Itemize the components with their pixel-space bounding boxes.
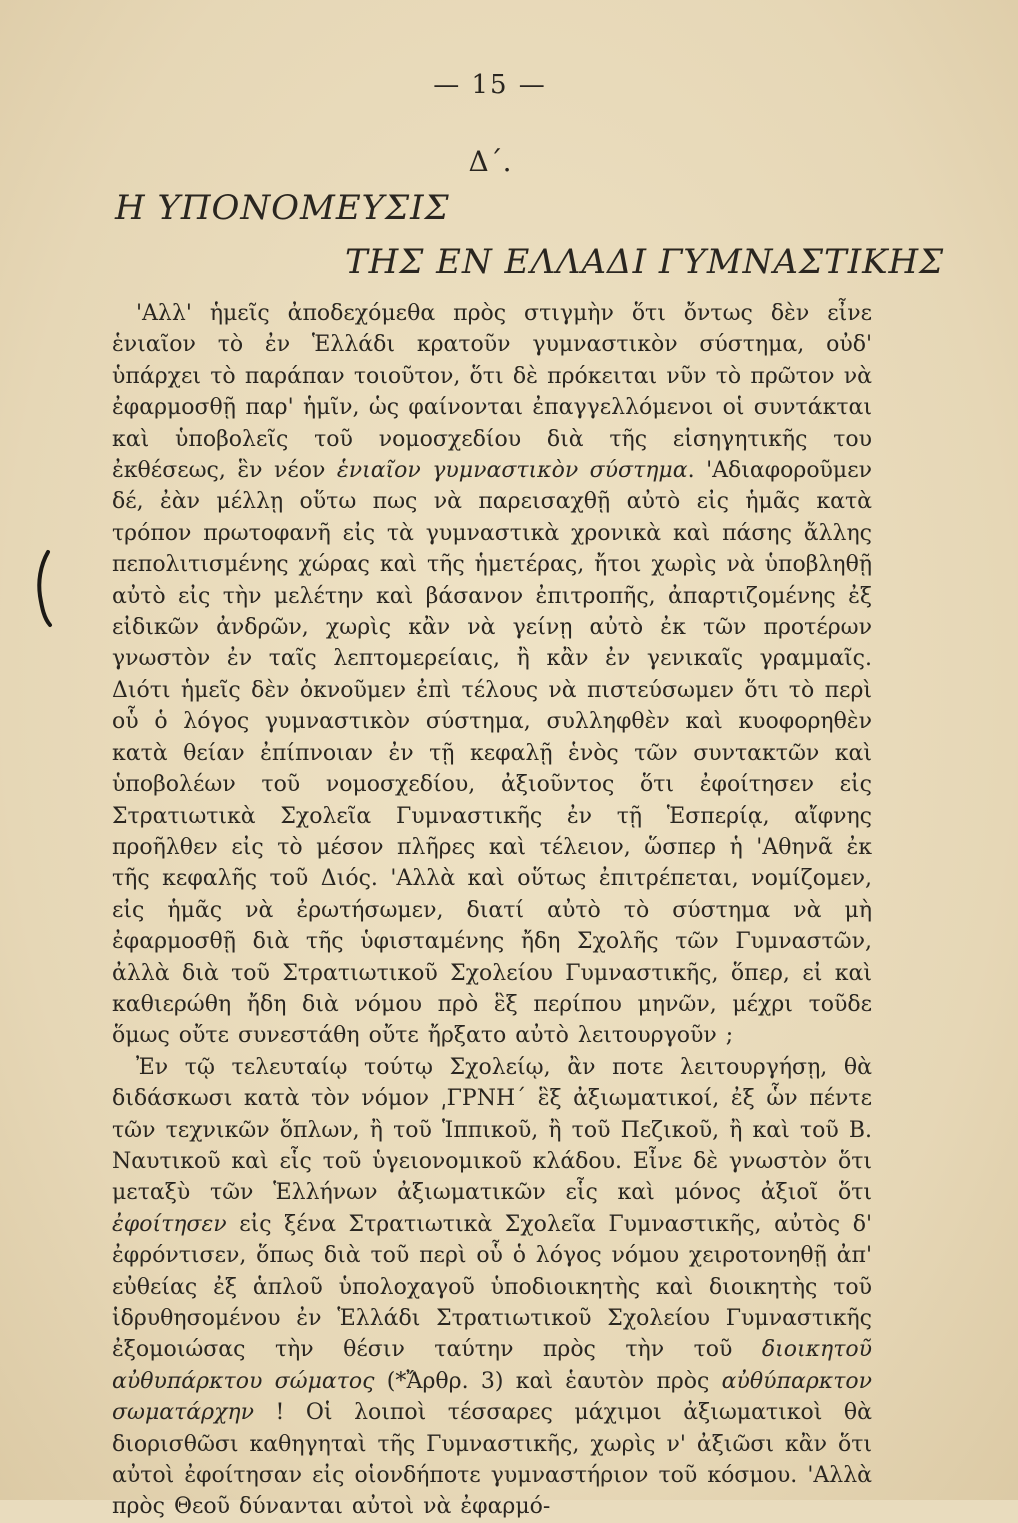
paragraph-2-text: Ἐν τῷ τελευταίῳ τούτῳ Σχολείῳ, ἂν ποτε λειτουργήσῃ, θὰ διδάσκωσι κατὰ τὸν νόμον ͵ΓΡΝΗ΄ ἓξ ἀξιωματικοί, ἐξ ὧν πέντε τῶν τεχνικῶν ὅπλων, ἢ τοῦ Ἱππικοῦ, ἢ τοῦ Πεζικοῦ, ἢ καὶ τοῦ Β. Ναυτικοῦ καὶ εἷς τοῦ ὑγειονομικοῦ κλάδου. Εἶνε δὲ γνωστὸν ὅτι μεταξὺ τῶν Ἑλλήνων ἀξιωματικῶν εἷς καὶ μόνος ἀξιοῖ ὅτι [112, 1054, 872, 1206]
paragraph-2-text-continued-3: ! Οἱ λοιποὶ τέσσαρες μάχιμοι ἀξιωματικοὶ θὰ διορισθῶσι καθηγηταὶ τῆς Γυμναστικῆς, χωρὶς ν' ἀξιῶσι κἂν ὅτι αὐτοὶ ἐφοίτησαν εἰς οἱονδήποτε γυμναστήριον τοῦ κόσμου. 'Αλλὰ πρὸς Θεοῦ δύνανται αὐτοὶ νὰ ἐφαρμό- [112, 1400, 872, 1520]
section-number: Δ΄. [468, 145, 512, 178]
main-text [112, 298, 872, 1523]
paragraph-1 [112, 298, 872, 1052]
paragraph-2-emphasis-2: διοικητοῦ αὐθυπάρκτου σώματος [112, 1337, 872, 1394]
chapter-title-line-1: Η ΥΠΟΝΟΜΕΥΣΙΣ [115, 188, 450, 228]
page-number: — 15 — [433, 70, 547, 100]
handwritten-margin-mark [28, 548, 58, 628]
paragraph-1-text-continued: . 'Αδιαφοροῦμεν δέ, ἐὰν μέλλῃ οὕτω πως νὰ παρεισαχθῇ αὐτὸ εἰς ἡμᾶς κατὰ τρόπον πρωτοφανῆ εἰς τὰ γυμναστικὰ χρονικὰ καὶ πάσης ἄλλης πεπολιτισμένης χώρας καὶ τῆς ἡμετέρας, ἤτοι χωρὶς νὰ ὑποβληθῇ αὐτὸ εἰς τὴν μελέτην καὶ βάσανον ἐπιτροπῆς, ἀπαρτιζομένης ἐξ εἰδικῶν ἀνδρῶν, χωρὶς κἂν νὰ γείνῃ αὐτὸ ἐκ τῶν προτέρων γνωστὸν ἐν ταῖς λεπτομερείαις, ἢ κἂν ἐν γενικαῖς γραμμαῖς. Διότι ἡμεῖς δὲν ὀκνοῦμεν ἐπὶ τέλους νὰ πιστεύσωμεν ὅτι τὸ περὶ οὗ ὁ λόγος γυμναστικὸν σύστημα, συλληφθὲν καὶ κυοφορηθὲν κατὰ θείαν ἐπίπνοιαν ἐν τῇ κεφαλῇ ἑνὸς τῶν συντακτῶν καὶ ὑποβολέων τοῦ νομοσχεδίου, ἀξιοῦντος ὅτι ἐφοίτησεν εἰς Στρατιωτικὰ Σχολεῖα Γυμναστικῆς ἐν τῇ Ἑσπερίᾳ, αἴφνης προῆλθεν εἰς τὸ μέσον πλῆρες καὶ τέλειον, ὥσπερ ἡ 'Αθηνᾶ ἐκ τῆς κεφαλῆς τοῦ Διός. 'Αλλὰ καὶ οὕτως ἐπιτρέπεται, νομίζομεν, εἰς ἡμᾶς νὰ ἐρωτήσωμεν, διατί αὐτὸ τὸ σύστημα νὰ μὴ ἐφαρμοσθῇ διὰ τῆς ὑφισταμένης ἤδη Σχολῆς τῶν Γυμναστῶν, ἀλλὰ διὰ τοῦ Στρατιωτικοῦ Σχολείου Γυμναστικῆς, ὅπερ, εἰ καὶ καθιερώθη ἤδη διὰ νόμου πρὸ ἓξ περίπου μηνῶν, μέχρι τοῦδε ὅμως οὔτε συνεστάθη οὔτε ἤρξατο αὐτὸ λειτουργοῦν ; [112, 458, 873, 1049]
paragraph-2 [112, 1052, 872, 1523]
paragraph-2-emphasis-1: ἐφοίτησεν [112, 1211, 227, 1237]
chapter-title-line-2: ΤΗΣ ΕΝ ΕΛΛΑΔΙ ΓΥΜΝΑΣΤΙΚΗΣ [345, 242, 945, 282]
paragraph-2-emphasis-3: αὐθύπαρκτον σωματάρχην [112, 1368, 872, 1426]
paragraph-2-text-continued-2: (*Ἄρθρ. 3) καὶ ἑαυτὸν πρὸς [374, 1368, 722, 1394]
paragraph-1-emphasis: ἑνιαῖον γυμναστικὸν σύστημα [336, 458, 688, 484]
paragraph-2-text-continued-1: εἰς ξένα Στρατιωτικὰ Σχολεῖα Γυμναστικῆς, αὐτὸς δ' ἐφρόντισεν, ὅπως διὰ τοῦ περὶ οὗ ὁ λόγος νόμου χειροτονηθῇ ἀπ' εὐθείας ἐξ ἁπλοῦ ὑπολοχαγοῦ ὑποδιοικητὴς καὶ διοικητὴς τοῦ ἱδρυθησομένου ἐν Ἑλλάδι Στρατιωτικοῦ Σχολείου Γυμναστικῆς ἐξομοιώσας τὴν θέσιν ταύτην πρὸς τὴν τοῦ [112, 1211, 872, 1363]
paragraph-1-text: 'Αλλ' ἡμεῖς ἀποδεχόμεθα πρὸς στιγμὴν ὅτι ὄντως δὲν εἶνε ἑνιαῖον τὸ ἐν Ἑλλάδι κρατοῦν γυμναστικὸν σύστημα, οὐδ' ὑπάρχει τὸ παράπαν τοιοῦτον, ὅτι δὲ πρόκειται νῦν τὸ πρῶτον νὰ ἐφαρμοσθῇ παρ' ἡμῖν, ὡς φαίνονται ἐπαγγελλόμενοι οἱ συντάκται καὶ ὑποβολεῖς τοῦ νομοσχεδίου διὰ τῆς εἰσηγητικῆς του ἐκθέσεως, ἓν νέον [112, 301, 872, 484]
